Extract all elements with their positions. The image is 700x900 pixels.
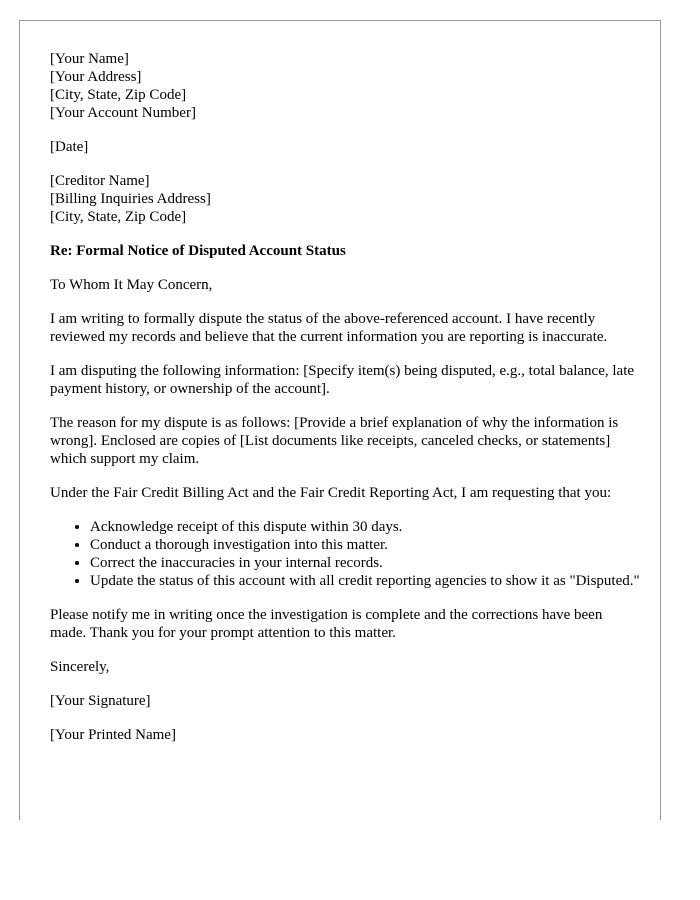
request-list (50, 518, 640, 590)
letter-salutation: To Whom It May Concern, (50, 277, 213, 293)
sender-name: [Your Name] (50, 51, 129, 67)
letter-date: [Date] (50, 139, 89, 155)
body-paragraph-intro: I am writing to formally dispute the status of the above-referenced account. I have recently reviewed my records and believe that the current information you are reporting is inaccurate. (50, 311, 608, 345)
request-list-item: • Update the status of this account with all credit reporting agencies to show it as "Disputed." (90, 572, 640, 590)
recipient-city-state-zip: [City, State, Zip Code] (50, 209, 187, 225)
letter-subject: Re: Formal Notice of Disputed Account Status (50, 243, 346, 259)
recipient-block (50, 172, 640, 226)
body-paragraph-disputed-items: I am disputing the following information: [Specify item(s) being disputed, e.g., total balance, late payment history, or ownership of the account]. (50, 363, 635, 397)
letter-content (50, 50, 640, 760)
body-paragraph-request-intro: Under the Fair Credit Billing Act and the Fair Credit Reporting Act, I am requesting that you: (50, 485, 612, 501)
body-paragraph-reason: The reason for my dispute is as follows: [Provide a brief explanation of why the information is wrong]. Enclosed are copies of [List documents like receipts, canceled checks, or statements] which support my claim. (50, 415, 619, 467)
recipient-billing-address: [Billing Inquiries Address] (50, 191, 211, 207)
sender-address: [Your Address] (50, 69, 142, 85)
letter-closing: Sincerely, (50, 659, 110, 675)
request-list-item: • Acknowledge receipt of this dispute within 30 days. (90, 518, 640, 536)
request-list-item: • Correct the inaccuracies in your internal records. (90, 554, 640, 572)
signature-placeholder: [Your Signature] (50, 693, 151, 709)
recipient-creditor-name: [Creditor Name] (50, 173, 150, 189)
letter-page (19, 20, 661, 820)
request-list-item: • Conduct a thorough investigation into this matter. (90, 536, 640, 554)
sender-city-state-zip: [City, State, Zip Code] (50, 87, 187, 103)
printed-name-placeholder: [Your Printed Name] (50, 727, 176, 743)
sender-block (50, 50, 640, 122)
sender-account-number: [Your Account Number] (50, 105, 196, 121)
closing-paragraph: Please notify me in writing once the investigation is complete and the corrections have been made. Thank you for your prompt attention to this matter. (50, 607, 603, 641)
